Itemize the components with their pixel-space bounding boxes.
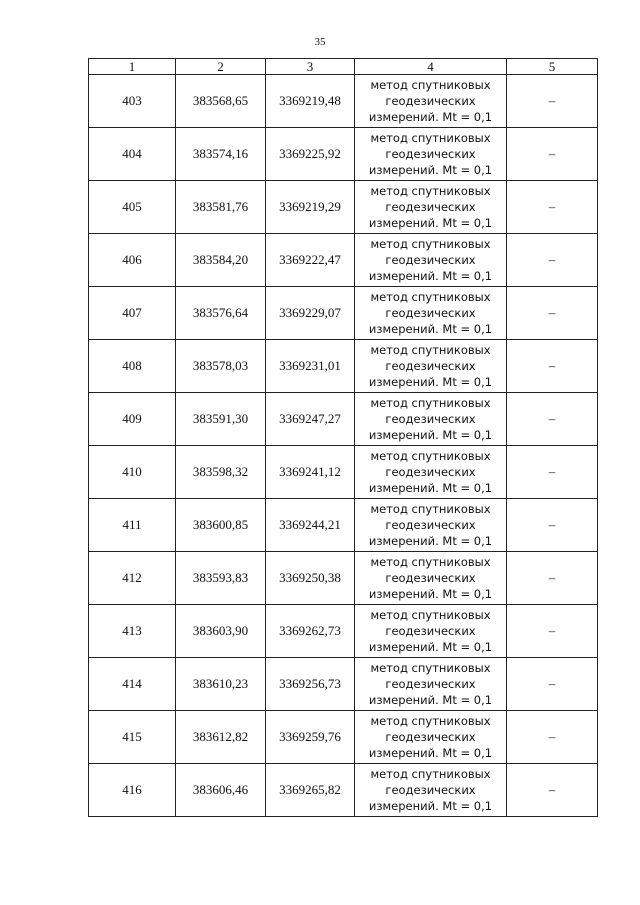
note-cell: – bbox=[507, 128, 598, 181]
x-coordinate-cell: 383593,83 bbox=[176, 552, 266, 605]
table-row bbox=[89, 181, 598, 234]
column-header: 3 bbox=[266, 59, 355, 75]
method-line: метод спутниковых bbox=[370, 290, 491, 304]
point-number-cell: 406 bbox=[89, 234, 176, 287]
method-cell bbox=[355, 393, 507, 446]
x-coordinate-cell: 383578,03 bbox=[176, 340, 266, 393]
method-line: метод спутниковых bbox=[370, 661, 491, 675]
y-coordinate-cell: 3369247,27 bbox=[266, 393, 355, 446]
method-cell bbox=[355, 234, 507, 287]
y-coordinate-cell: 3369256,73 bbox=[266, 658, 355, 711]
method-cell bbox=[355, 711, 507, 764]
method-line: метод спутниковых bbox=[370, 396, 491, 410]
method-line: измерений. Mt = 0,1 bbox=[368, 216, 493, 230]
method-line: геодезических bbox=[385, 571, 476, 585]
column-header: 1 bbox=[89, 59, 176, 75]
method-line: метод спутниковых bbox=[370, 767, 491, 781]
note-cell: – bbox=[507, 711, 598, 764]
method-line: измерений. Mt = 0,1 bbox=[368, 322, 493, 336]
method-line: метод спутниковых bbox=[370, 449, 491, 463]
x-coordinate-cell: 383574,16 bbox=[176, 128, 266, 181]
y-coordinate-cell: 3369222,47 bbox=[266, 234, 355, 287]
table-row bbox=[89, 446, 598, 499]
method-line: измерений. Mt = 0,1 bbox=[368, 428, 493, 442]
table-row bbox=[89, 499, 598, 552]
method-line: измерений. Mt = 0,1 bbox=[368, 693, 493, 707]
note-cell: – bbox=[507, 446, 598, 499]
x-coordinate-cell: 383603,90 bbox=[176, 605, 266, 658]
method-line: геодезических bbox=[385, 465, 476, 479]
method-line: геодезических bbox=[385, 306, 476, 320]
table-body bbox=[89, 75, 598, 817]
y-coordinate-cell: 3369229,07 bbox=[266, 287, 355, 340]
x-coordinate-cell: 383568,65 bbox=[176, 75, 266, 128]
note-cell: – bbox=[507, 658, 598, 711]
x-coordinate-cell: 383598,32 bbox=[176, 446, 266, 499]
note-cell: – bbox=[507, 340, 598, 393]
point-number-cell: 412 bbox=[89, 552, 176, 605]
y-coordinate-cell: 3369219,48 bbox=[266, 75, 355, 128]
y-coordinate-cell: 3369262,73 bbox=[266, 605, 355, 658]
method-line: измерений. Mt = 0,1 bbox=[368, 481, 493, 495]
y-coordinate-cell: 3369244,21 bbox=[266, 499, 355, 552]
point-number-cell: 410 bbox=[89, 446, 176, 499]
method-line: геодезических bbox=[385, 94, 476, 108]
x-coordinate-cell: 383600,85 bbox=[176, 499, 266, 552]
method-line: измерений. Mt = 0,1 bbox=[368, 534, 493, 548]
method-line: геодезических bbox=[385, 359, 476, 373]
note-cell: – bbox=[507, 181, 598, 234]
method-cell bbox=[355, 181, 507, 234]
note-cell: – bbox=[507, 393, 598, 446]
point-number-cell: 414 bbox=[89, 658, 176, 711]
method-cell bbox=[355, 287, 507, 340]
method-line: геодезических bbox=[385, 730, 476, 744]
method-line: метод спутниковых bbox=[370, 502, 491, 516]
table-row bbox=[89, 75, 598, 128]
point-number-cell: 411 bbox=[89, 499, 176, 552]
method-line: измерений. Mt = 0,1 bbox=[368, 640, 493, 654]
method-line: измерений. Mt = 0,1 bbox=[368, 375, 493, 389]
y-coordinate-cell: 3369231,01 bbox=[266, 340, 355, 393]
method-cell bbox=[355, 340, 507, 393]
coordinates-table bbox=[88, 58, 598, 817]
table-row bbox=[89, 393, 598, 446]
method-cell bbox=[355, 764, 507, 817]
table-row bbox=[89, 552, 598, 605]
method-line: метод спутниковых bbox=[370, 608, 491, 622]
x-coordinate-cell: 383591,30 bbox=[176, 393, 266, 446]
note-cell: – bbox=[507, 234, 598, 287]
x-coordinate-cell: 383606,46 bbox=[176, 764, 266, 817]
x-coordinate-cell: 383584,20 bbox=[176, 234, 266, 287]
page-number: 35 bbox=[314, 36, 326, 48]
method-line: геодезических bbox=[385, 200, 476, 214]
method-line: измерений. Mt = 0,1 bbox=[368, 163, 493, 177]
point-number-cell: 407 bbox=[89, 287, 176, 340]
method-line: измерений. Mt = 0,1 bbox=[368, 110, 493, 124]
note-cell: – bbox=[507, 499, 598, 552]
method-line: геодезических bbox=[385, 783, 476, 797]
method-cell bbox=[355, 605, 507, 658]
method-line: метод спутниковых bbox=[370, 343, 491, 357]
point-number-cell: 415 bbox=[89, 711, 176, 764]
table-row bbox=[89, 128, 598, 181]
table-row bbox=[89, 658, 598, 711]
x-coordinate-cell: 383576,64 bbox=[176, 287, 266, 340]
column-header: 2 bbox=[176, 59, 266, 75]
table-row bbox=[89, 234, 598, 287]
x-coordinate-cell: 383612,82 bbox=[176, 711, 266, 764]
note-cell: – bbox=[507, 552, 598, 605]
table-header-row bbox=[89, 59, 598, 75]
method-cell bbox=[355, 446, 507, 499]
method-line: метод спутниковых bbox=[370, 555, 491, 569]
table-row bbox=[89, 764, 598, 817]
x-coordinate-cell: 383610,23 bbox=[176, 658, 266, 711]
y-coordinate-cell: 3369225,92 bbox=[266, 128, 355, 181]
method-cell bbox=[355, 128, 507, 181]
note-cell: – bbox=[507, 287, 598, 340]
method-line: метод спутниковых bbox=[370, 78, 491, 92]
y-coordinate-cell: 3369259,76 bbox=[266, 711, 355, 764]
y-coordinate-cell: 3369219,29 bbox=[266, 181, 355, 234]
point-number-cell: 403 bbox=[89, 75, 176, 128]
note-cell: – bbox=[507, 764, 598, 817]
column-header: 4 bbox=[355, 59, 507, 75]
method-line: метод спутниковых bbox=[370, 237, 491, 251]
method-line: геодезических bbox=[385, 624, 476, 638]
point-number-cell: 413 bbox=[89, 605, 176, 658]
method-line: измерений. Mt = 0,1 bbox=[368, 269, 493, 283]
method-line: измерений. Mt = 0,1 bbox=[368, 746, 493, 760]
method-line: геодезических bbox=[385, 253, 476, 267]
method-line: геодезических bbox=[385, 518, 476, 532]
method-cell bbox=[355, 552, 507, 605]
method-line: геодезических bbox=[385, 147, 476, 161]
point-number-cell: 416 bbox=[89, 764, 176, 817]
method-line: измерений. Mt = 0,1 bbox=[368, 799, 493, 813]
table-row bbox=[89, 287, 598, 340]
method-line: геодезических bbox=[385, 677, 476, 691]
method-line: измерений. Mt = 0,1 bbox=[368, 587, 493, 601]
point-number-cell: 409 bbox=[89, 393, 176, 446]
point-number-cell: 404 bbox=[89, 128, 176, 181]
y-coordinate-cell: 3369265,82 bbox=[266, 764, 355, 817]
method-cell bbox=[355, 658, 507, 711]
method-line: метод спутниковых bbox=[370, 714, 491, 728]
method-line: метод спутниковых bbox=[370, 184, 491, 198]
note-cell: – bbox=[507, 605, 598, 658]
column-header: 5 bbox=[507, 59, 598, 75]
method-cell bbox=[355, 499, 507, 552]
x-coordinate-cell: 383581,76 bbox=[176, 181, 266, 234]
table-row bbox=[89, 340, 598, 393]
method-line: геодезических bbox=[385, 412, 476, 426]
y-coordinate-cell: 3369250,38 bbox=[266, 552, 355, 605]
method-cell bbox=[355, 75, 507, 128]
note-cell: – bbox=[507, 75, 598, 128]
point-number-cell: 405 bbox=[89, 181, 176, 234]
method-line: метод спутниковых bbox=[370, 131, 491, 145]
y-coordinate-cell: 3369241,12 bbox=[266, 446, 355, 499]
table-row bbox=[89, 711, 598, 764]
table-row bbox=[89, 605, 598, 658]
point-number-cell: 408 bbox=[89, 340, 176, 393]
